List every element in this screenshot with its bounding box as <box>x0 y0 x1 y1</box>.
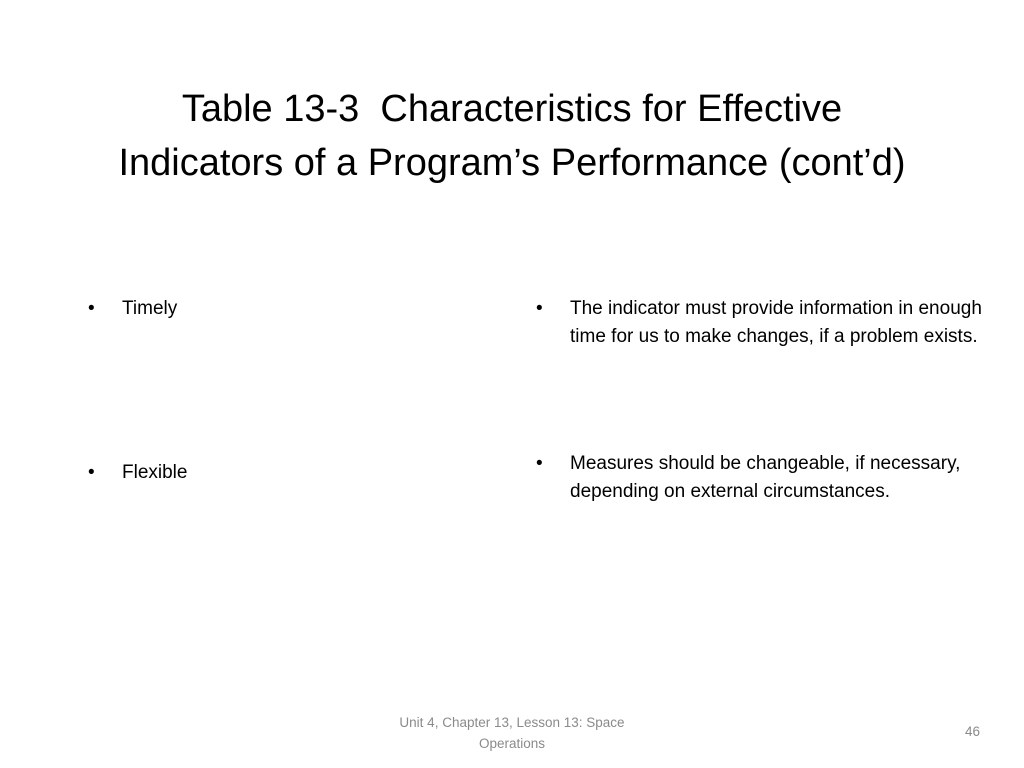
right-bullet-item <box>528 450 990 505</box>
slide-title-line-1: Table 13-3 Characteristics for Effective <box>181 88 843 130</box>
bullet-icon: • <box>536 453 543 474</box>
slide-title-line-2: Indicators of a Program’s Performance (cont’d) <box>118 142 906 184</box>
right-bullet-text: The indicator must provide information in enough time for us to make changes, if a problem exists. <box>570 298 982 347</box>
bullet-icon: • <box>88 462 95 483</box>
footer-line-2: Operations <box>478 736 546 751</box>
left-bullet-item <box>80 459 522 487</box>
bullet-icon: • <box>88 298 95 319</box>
slide-footer <box>372 712 652 754</box>
right-bullet-text: Measures should be changeable, if necessary, depending on external circumstances. <box>570 453 961 502</box>
footer-line-1: Unit 4, Chapter 13, Lesson 13: Space <box>399 715 625 730</box>
left-bullet-text: Flexible <box>122 462 188 483</box>
bullet-icon: • <box>536 298 543 319</box>
page-number: 46 <box>964 724 980 739</box>
left-bullet-text: Timely <box>122 298 178 319</box>
left-bullet-item <box>80 295 522 323</box>
right-bullet-item <box>528 295 990 350</box>
slide-title <box>60 82 964 190</box>
